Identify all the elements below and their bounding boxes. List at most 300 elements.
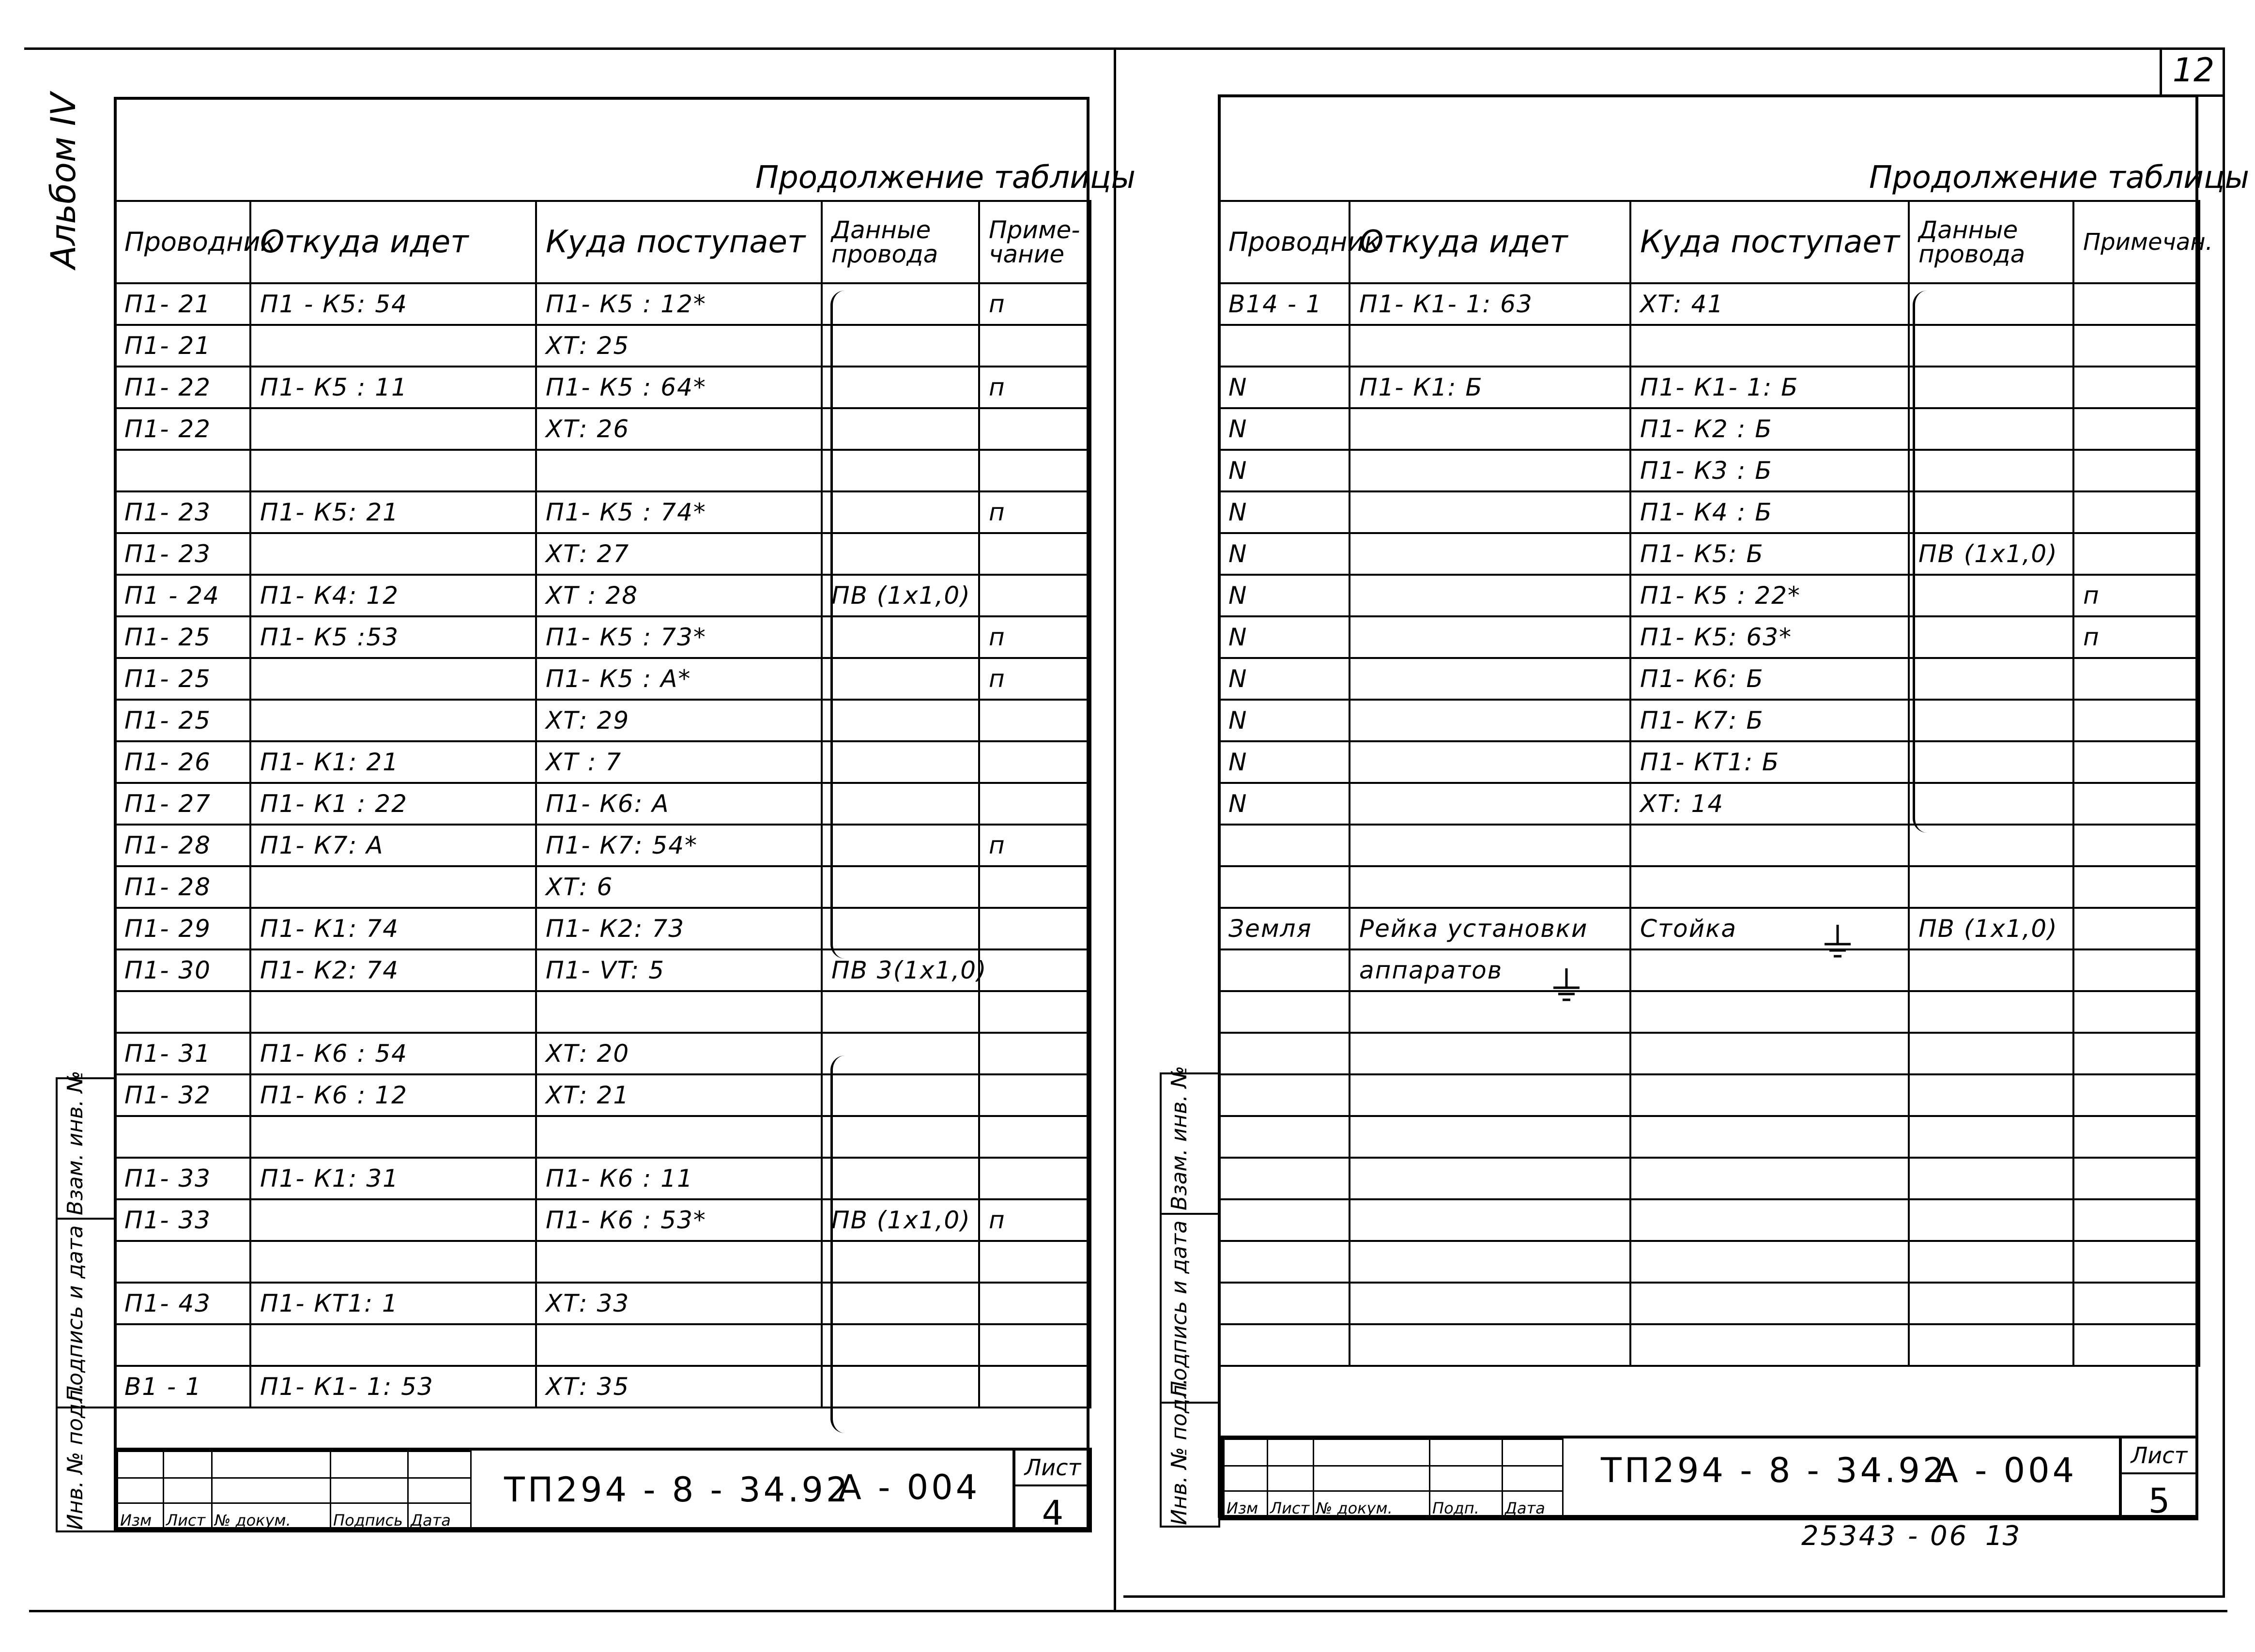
cell-from: Рейка установки bbox=[1350, 908, 1630, 949]
table-row bbox=[115, 1199, 1090, 1241]
stamp-label-sheet: Лист bbox=[1268, 1491, 1314, 1518]
side-label-replaces: Взам. инв. № bbox=[63, 1071, 88, 1215]
cell-note: п bbox=[979, 283, 1090, 325]
table-row bbox=[1219, 741, 2199, 783]
cell-from bbox=[1350, 1283, 1630, 1324]
cell-from bbox=[1350, 741, 1630, 783]
table-row bbox=[115, 908, 1090, 949]
cell-note bbox=[2073, 866, 2199, 908]
table-row bbox=[1219, 1158, 2199, 1199]
cell-note: п bbox=[979, 367, 1090, 408]
cell-from bbox=[1350, 783, 1630, 825]
cell-wire-data bbox=[1909, 783, 2073, 825]
cell-from bbox=[1350, 450, 1630, 491]
cell-from: П1- К5: 21 bbox=[250, 491, 536, 533]
cell-conductor bbox=[1219, 325, 1350, 367]
table-row bbox=[115, 1158, 1090, 1199]
wire-data-brace bbox=[830, 291, 847, 959]
cell-conductor bbox=[115, 1116, 250, 1158]
cell-to: ХТ : 7 bbox=[536, 741, 822, 783]
top-border-line bbox=[24, 47, 2223, 50]
header-to: Куда поступает bbox=[536, 201, 822, 283]
cell-from bbox=[250, 450, 536, 491]
cell-note bbox=[2073, 741, 2199, 783]
table-row bbox=[115, 408, 1090, 450]
cell-to: ХТ: 26 bbox=[536, 408, 822, 450]
cell-note bbox=[979, 1324, 1090, 1366]
header-to: Куда поступает bbox=[1630, 201, 1909, 283]
table-row bbox=[115, 450, 1090, 491]
stamp-label-signature: Подпись bbox=[331, 1503, 408, 1530]
cell-to: ХТ: 21 bbox=[536, 1074, 822, 1116]
cell-conductor bbox=[1219, 991, 1350, 1033]
cell-note bbox=[2073, 533, 2199, 575]
cell-from bbox=[1350, 616, 1630, 658]
cell-conductor: П1- 26 bbox=[115, 741, 250, 783]
cell-conductor: Земля bbox=[1219, 908, 1350, 949]
table-row bbox=[1219, 908, 2199, 949]
cell-to: ХТ: 33 bbox=[536, 1283, 822, 1324]
cell-note: п bbox=[2073, 575, 2199, 616]
cell-wire-data: ПВ (1х1,0) bbox=[1909, 908, 2073, 949]
table-row bbox=[1219, 1116, 2199, 1158]
cell-wire-data bbox=[1909, 658, 2073, 700]
cell-to: ХТ: 14 bbox=[1630, 783, 1909, 825]
stamp-label-sheet: Лист bbox=[164, 1503, 212, 1530]
table-row bbox=[1219, 1074, 2199, 1116]
cell-to bbox=[1630, 1241, 1909, 1283]
sheet-number: 4 bbox=[1042, 1493, 1064, 1533]
cell-from bbox=[250, 1199, 536, 1241]
cell-conductor bbox=[1219, 825, 1350, 866]
cell-to: ХТ: 27 bbox=[536, 533, 822, 575]
cell-conductor: N bbox=[1219, 367, 1350, 408]
cell-conductor: П1- 33 bbox=[115, 1199, 250, 1241]
cell-note bbox=[2073, 1158, 2199, 1199]
drawing-code: ТП294 - 8 - 34.92 bbox=[1601, 1451, 1948, 1490]
cell-conductor: П1- 31 bbox=[115, 1033, 250, 1074]
page-number-box bbox=[2160, 47, 2225, 97]
cell-wire-data bbox=[1909, 575, 2073, 616]
table-row bbox=[1219, 283, 2199, 325]
table-row bbox=[115, 866, 1090, 908]
table-row bbox=[115, 1033, 1090, 1074]
cell-wire-data: ПВ (1х1,0) bbox=[822, 575, 979, 616]
cell-to: П1- К2: 73 bbox=[536, 908, 822, 949]
table-row bbox=[1219, 1033, 2199, 1074]
left-wiring-table bbox=[114, 200, 1091, 1408]
cell-conductor: П1- 25 bbox=[115, 658, 250, 700]
cell-to: П1- К6 : 53* bbox=[536, 1199, 822, 1241]
cell-note: п bbox=[2073, 616, 2199, 658]
drawing-code: ТП294 - 8 - 34.92 bbox=[504, 1470, 851, 1510]
cell-to bbox=[1630, 325, 1909, 367]
cell-conductor: N bbox=[1219, 616, 1350, 658]
table-row bbox=[1219, 991, 2199, 1033]
cell-wire-data bbox=[1909, 1199, 2073, 1241]
cell-from bbox=[250, 991, 536, 1033]
header-from: Откуда идет bbox=[250, 201, 536, 283]
cell-note bbox=[979, 1283, 1090, 1324]
cell-to: П1- К6 : 11 bbox=[536, 1158, 822, 1199]
cell-to bbox=[1630, 991, 1909, 1033]
cell-conductor bbox=[1219, 949, 1350, 991]
cell-from: П1- К1: 21 bbox=[250, 741, 536, 783]
table-row bbox=[115, 616, 1090, 658]
cell-note bbox=[979, 1033, 1090, 1074]
cell-from bbox=[1350, 1074, 1630, 1116]
cell-note bbox=[2073, 1283, 2199, 1324]
cell-note bbox=[979, 783, 1090, 825]
cell-note bbox=[2073, 700, 2199, 741]
cell-note bbox=[979, 575, 1090, 616]
cell-from: П1- К1: Б bbox=[1350, 367, 1630, 408]
cell-from bbox=[1350, 1033, 1630, 1074]
table-row bbox=[115, 1283, 1090, 1324]
cell-wire-data bbox=[1909, 491, 2073, 533]
side-label-signature: Подпись и дата bbox=[63, 1225, 88, 1402]
cell-to: П1- К5 : 22* bbox=[1630, 575, 1909, 616]
cell-note bbox=[2073, 1241, 2199, 1283]
cell-note bbox=[979, 1116, 1090, 1158]
cell-note bbox=[2073, 908, 2199, 949]
cell-conductor: П1- 30 bbox=[115, 949, 250, 991]
cell-from bbox=[1350, 866, 1630, 908]
cell-note bbox=[979, 325, 1090, 367]
cell-to bbox=[536, 991, 822, 1033]
sheet-number-label: Лист bbox=[1015, 1451, 1090, 1486]
cell-conductor: П1- 25 bbox=[115, 616, 250, 658]
cell-note bbox=[2073, 1033, 2199, 1074]
cell-to: П1- К5 : 12* bbox=[536, 283, 822, 325]
cell-to bbox=[1630, 825, 1909, 866]
cell-from bbox=[1350, 1241, 1630, 1283]
cell-to: П1- VT: 5 bbox=[536, 949, 822, 991]
cell-note: п bbox=[979, 616, 1090, 658]
cell-to: ХТ: 6 bbox=[536, 866, 822, 908]
cell-conductor: П1- 21 bbox=[115, 325, 250, 367]
cell-to: П1- К5 : 64* bbox=[536, 367, 822, 408]
cell-conductor: N bbox=[1219, 575, 1350, 616]
cell-from: аппаратов bbox=[1350, 949, 1630, 991]
album-label: Альбом IV bbox=[44, 92, 83, 269]
cell-note bbox=[2073, 825, 2199, 866]
cell-to: ХТ: 41 bbox=[1630, 283, 1909, 325]
cell-note bbox=[2073, 1324, 2199, 1366]
cell-note bbox=[2073, 491, 2199, 533]
table-row bbox=[1219, 325, 2199, 367]
document-code: А - 004 bbox=[1935, 1451, 2077, 1490]
cell-conductor: П1- 43 bbox=[115, 1283, 250, 1324]
table-row bbox=[1219, 408, 2199, 450]
cell-conductor: N bbox=[1219, 741, 1350, 783]
cell-note bbox=[979, 991, 1090, 1033]
stamp-label-doc: № докум. bbox=[1314, 1491, 1430, 1518]
cell-to bbox=[1630, 1199, 1909, 1241]
cell-note bbox=[979, 949, 1090, 991]
cell-wire-data bbox=[1909, 325, 2073, 367]
cell-to bbox=[1630, 1283, 1909, 1324]
cell-note bbox=[979, 1241, 1090, 1283]
table-row bbox=[115, 949, 1090, 991]
cell-wire-data bbox=[1909, 1283, 2073, 1324]
table-row bbox=[1219, 616, 2199, 658]
document-code: А - 004 bbox=[838, 1468, 981, 1507]
cell-from: П1- К1- 1: 63 bbox=[1350, 283, 1630, 325]
cell-note bbox=[979, 533, 1090, 575]
cell-from bbox=[1350, 491, 1630, 533]
table-row bbox=[1219, 450, 2199, 491]
cell-conductor bbox=[115, 991, 250, 1033]
cell-conductor: В14 - 1 bbox=[1219, 283, 1350, 325]
cell-from: П1- К1 : 22 bbox=[250, 783, 536, 825]
bottom-archive-code: 25343 - 06 bbox=[1801, 1520, 1969, 1552]
cell-to: П1- К5 : А* bbox=[536, 658, 822, 700]
table-row bbox=[1219, 866, 2199, 908]
cell-conductor bbox=[1219, 1074, 1350, 1116]
wire-data-brace bbox=[1913, 291, 1930, 833]
cell-from: П1- К7: А bbox=[250, 825, 536, 866]
cell-to: П1- КТ1: Б bbox=[1630, 741, 1909, 783]
cell-to: ХТ : 28 bbox=[536, 575, 822, 616]
table-row bbox=[1219, 700, 2199, 741]
cell-to: П1- К3 : Б bbox=[1630, 450, 1909, 491]
cell-from bbox=[250, 325, 536, 367]
cell-note bbox=[2073, 658, 2199, 700]
cell-conductor: П1- 22 bbox=[115, 408, 250, 450]
cell-from bbox=[250, 658, 536, 700]
cell-wire-data bbox=[1909, 866, 2073, 908]
table-row bbox=[1219, 949, 2199, 991]
cell-to bbox=[1630, 866, 1909, 908]
right-border-line bbox=[2223, 47, 2225, 1597]
table-row bbox=[115, 700, 1090, 741]
cell-from bbox=[1350, 658, 1630, 700]
cell-conductor: N bbox=[1219, 408, 1350, 450]
table-row bbox=[115, 575, 1090, 616]
stamp-label-doc: № докум. bbox=[212, 1503, 331, 1530]
cell-conductor: N bbox=[1219, 658, 1350, 700]
cell-from: П1- К1: 74 bbox=[250, 908, 536, 949]
cell-note bbox=[2073, 949, 2199, 991]
cell-conductor: П1- 28 bbox=[115, 825, 250, 866]
sheet-number-box bbox=[1012, 1451, 1090, 1533]
side-label-inventory: Инв. № подл. bbox=[1167, 1378, 1192, 1525]
cell-conductor bbox=[1219, 866, 1350, 908]
cell-from: П1- К2: 74 bbox=[250, 949, 536, 991]
table-row bbox=[115, 367, 1090, 408]
cell-from bbox=[1350, 533, 1630, 575]
stamp-label-date: Дата bbox=[1503, 1491, 1563, 1518]
cell-conductor bbox=[115, 1241, 250, 1283]
cell-note bbox=[2073, 450, 2199, 491]
cell-to: ХТ: 29 bbox=[536, 700, 822, 741]
cell-from bbox=[1350, 1158, 1630, 1199]
cell-note bbox=[979, 408, 1090, 450]
wire-data-brace bbox=[830, 1055, 847, 1433]
cell-from: П1 - К5: 54 bbox=[250, 283, 536, 325]
cell-wire-data bbox=[1909, 616, 2073, 658]
cell-to: П1- К5: 63* bbox=[1630, 616, 1909, 658]
cell-to: ХТ: 25 bbox=[536, 325, 822, 367]
cell-note bbox=[2073, 283, 2199, 325]
cell-from bbox=[250, 1116, 536, 1158]
table-row bbox=[1219, 575, 2199, 616]
cell-to: П1- К2 : Б bbox=[1630, 408, 1909, 450]
table-row bbox=[115, 825, 1090, 866]
cell-conductor: N bbox=[1219, 783, 1350, 825]
cell-to: П1- К1- 1: Б bbox=[1630, 367, 1909, 408]
cell-wire-data bbox=[1909, 1116, 2073, 1158]
cell-note bbox=[979, 450, 1090, 491]
cell-note bbox=[2073, 408, 2199, 450]
cell-wire-data bbox=[1909, 450, 2073, 491]
cell-wire-data: ПВ 3(1х1,0) bbox=[822, 949, 979, 991]
cell-conductor: П1 - 24 bbox=[115, 575, 250, 616]
cell-from bbox=[250, 1324, 536, 1366]
table-row bbox=[115, 1324, 1090, 1366]
right-bottom-line bbox=[1123, 1595, 2225, 1598]
right-continuation-title: Продолжение таблицы bbox=[1869, 160, 2249, 196]
cell-to bbox=[1630, 1116, 1909, 1158]
cell-conductor bbox=[115, 450, 250, 491]
cell-conductor bbox=[1219, 1199, 1350, 1241]
table-row bbox=[115, 783, 1090, 825]
cell-note: п bbox=[979, 1199, 1090, 1241]
cell-from: П1- К4: 12 bbox=[250, 575, 536, 616]
cell-to: П1- К5: Б bbox=[1630, 533, 1909, 575]
side-label-replaces: Взам. инв. № bbox=[1167, 1066, 1192, 1210]
cell-note bbox=[2073, 783, 2199, 825]
cell-note bbox=[2073, 1199, 2199, 1241]
cell-to bbox=[536, 1116, 822, 1158]
cell-conductor bbox=[1219, 1033, 1350, 1074]
right-wiring-table bbox=[1218, 200, 2213, 1367]
cell-wire-data bbox=[1909, 408, 2073, 450]
cell-to: П1- К6: А bbox=[536, 783, 822, 825]
cell-conductor: П1- 23 bbox=[115, 491, 250, 533]
cell-conductor: П1- 25 bbox=[115, 700, 250, 741]
cell-conductor bbox=[1219, 1158, 1350, 1199]
cell-from: П1- К1- 1: 53 bbox=[250, 1366, 536, 1407]
cell-from bbox=[250, 866, 536, 908]
table-row bbox=[1219, 1324, 2199, 1366]
cell-conductor bbox=[1219, 1116, 1350, 1158]
cell-note bbox=[2073, 325, 2199, 367]
sheet-number: 5 bbox=[2148, 1481, 2170, 1521]
cell-from bbox=[1350, 825, 1630, 866]
cell-from bbox=[1350, 408, 1630, 450]
cell-note bbox=[979, 866, 1090, 908]
cell-to bbox=[1630, 1033, 1909, 1074]
cell-from: П1- К6 : 54 bbox=[250, 1033, 536, 1074]
header-wire-data: Данные провода bbox=[822, 201, 979, 283]
cell-to bbox=[536, 1324, 822, 1366]
cell-from bbox=[1350, 991, 1630, 1033]
table-row bbox=[1219, 658, 2199, 700]
bottom-archive-page: 13 bbox=[1985, 1520, 2020, 1552]
cell-wire-data bbox=[1909, 825, 2073, 866]
cell-to bbox=[1630, 949, 1909, 991]
cell-conductor: П1- 23 bbox=[115, 533, 250, 575]
left-continuation-title: Продолжение таблицы bbox=[755, 160, 1135, 196]
cell-conductor: N bbox=[1219, 533, 1350, 575]
cell-from: П1- К6 : 12 bbox=[250, 1074, 536, 1116]
cell-note bbox=[979, 1158, 1090, 1199]
cell-note bbox=[979, 741, 1090, 783]
cell-to bbox=[1630, 1158, 1909, 1199]
cell-to: П1- К7: Б bbox=[1630, 700, 1909, 741]
cell-conductor: П1- 28 bbox=[115, 866, 250, 908]
table-row bbox=[115, 533, 1090, 575]
table-row bbox=[115, 741, 1090, 783]
cell-conductor: П1- 29 bbox=[115, 908, 250, 949]
cell-from: П1- К1: 31 bbox=[250, 1158, 536, 1199]
cell-note bbox=[979, 700, 1090, 741]
cell-from: П1- КТ1: 1 bbox=[250, 1283, 536, 1324]
cell-from: П1- К5 : 11 bbox=[250, 367, 536, 408]
header-conductor: Проводник bbox=[1219, 201, 1350, 283]
table-row bbox=[115, 491, 1090, 533]
page-number: 12 bbox=[2172, 51, 2215, 90]
cell-from bbox=[1350, 325, 1630, 367]
cell-conductor: П1- 22 bbox=[115, 367, 250, 408]
cell-wire-data: ПВ (1х1,0) bbox=[1909, 533, 2073, 575]
cell-note bbox=[979, 1074, 1090, 1116]
cell-note bbox=[2073, 367, 2199, 408]
cell-note bbox=[979, 1366, 1090, 1407]
sheet-number-label: Лист bbox=[2122, 1438, 2196, 1474]
cell-to bbox=[1630, 1074, 1909, 1116]
left-title-block bbox=[114, 1448, 1092, 1532]
cell-from bbox=[1350, 700, 1630, 741]
cell-from bbox=[250, 700, 536, 741]
cell-wire-data bbox=[1909, 1324, 2073, 1366]
table-row bbox=[1219, 1241, 2199, 1283]
cell-conductor: П1- 33 bbox=[115, 1158, 250, 1199]
cell-conductor bbox=[1219, 1241, 1350, 1283]
cell-to: ХТ: 35 bbox=[536, 1366, 822, 1407]
cell-to bbox=[536, 450, 822, 491]
cell-from bbox=[1350, 1324, 1630, 1366]
table-row bbox=[1219, 491, 2199, 533]
cell-wire-data bbox=[1909, 1241, 2073, 1283]
side-label-signature: Подпись и дата bbox=[1167, 1220, 1192, 1397]
cell-wire-data bbox=[1909, 367, 2073, 408]
cell-wire-data bbox=[1909, 1074, 2073, 1116]
cell-wire-data bbox=[1909, 283, 2073, 325]
table-row bbox=[1219, 825, 2199, 866]
cell-note bbox=[2073, 991, 2199, 1033]
cell-from bbox=[1350, 1116, 1630, 1158]
table-row bbox=[1219, 1283, 2199, 1324]
cell-conductor: N bbox=[1219, 450, 1350, 491]
header-note: Приме-чание bbox=[979, 201, 1090, 283]
ground-icon bbox=[1821, 922, 1855, 961]
cell-from bbox=[1350, 575, 1630, 616]
cell-conductor: N bbox=[1219, 700, 1350, 741]
cell-to: П1- К7: 54* bbox=[536, 825, 822, 866]
cell-note bbox=[979, 908, 1090, 949]
cell-to: П1- К5 : 73* bbox=[536, 616, 822, 658]
cell-wire-data bbox=[1909, 1033, 2073, 1074]
cell-wire-data bbox=[1909, 1158, 2073, 1199]
header-note: Примечан. bbox=[2073, 201, 2199, 283]
cell-to: П1- К5 : 74* bbox=[536, 491, 822, 533]
cell-from: П1- К5 :53 bbox=[250, 616, 536, 658]
stamp-label-date: Дата bbox=[408, 1503, 471, 1530]
cell-from bbox=[250, 1241, 536, 1283]
